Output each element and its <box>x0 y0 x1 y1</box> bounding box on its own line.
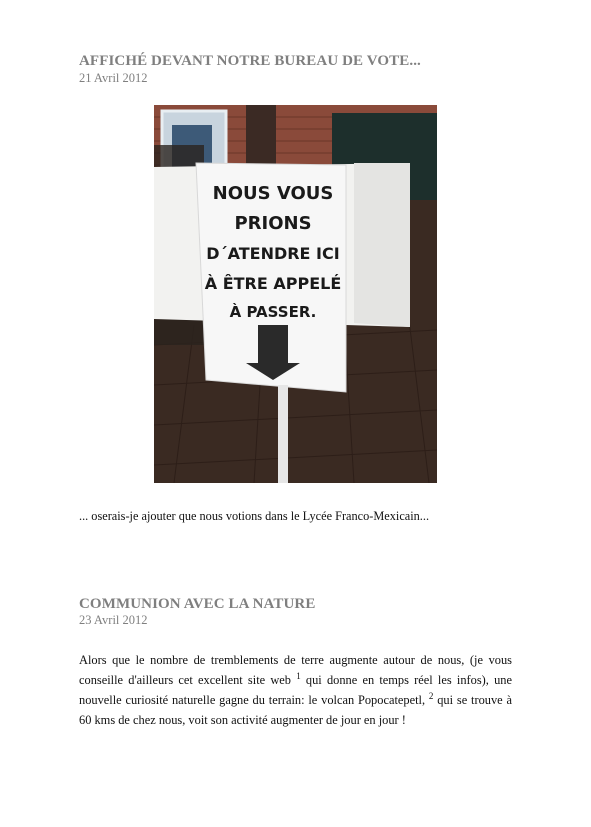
sign-line: À ÊTRE APPELÉ <box>204 274 342 293</box>
sign-line: À PASSER. <box>229 303 317 321</box>
photo-caption: ... oserais-je ajouter que nous votions dans le Lycée Franco-Mexicain... <box>79 509 430 523</box>
post-date: 21 Avril 2012 <box>79 71 148 85</box>
post-title: COMMUNION AVEC LA NATURE <box>79 596 316 612</box>
sign-line: D´ATENDRE ICI <box>206 244 340 263</box>
post-body <box>79 650 512 730</box>
post-date: 23 Avril 2012 <box>79 613 148 627</box>
body-text-part: Alors que le nombre de tremblements de terre augmente autour de nous, (je vous conseille d'ailleurs cet excellent site web <box>79 653 512 687</box>
post-title: AFFICHÉ DEVANT NOTRE BUREAU DE VOTE... <box>79 53 421 69</box>
body-text-part: qui donne en temps réel les infos), une nouvelle curiosité naturelle gagne du terrain: le volcan Popocatepetl, <box>79 673 513 707</box>
body-text-part: qui se trouve à 60 kms de chez nous, voit son activité augmenter de jour en jour ! <box>79 693 513 727</box>
polling-sign-photo <box>154 105 437 483</box>
footnote-ref[interactable]: 2 <box>428 690 434 701</box>
sign-line: PRIONS <box>234 213 312 234</box>
sign-line: NOUS VOUS <box>212 183 334 204</box>
footnote-ref[interactable]: 1 <box>296 670 301 681</box>
